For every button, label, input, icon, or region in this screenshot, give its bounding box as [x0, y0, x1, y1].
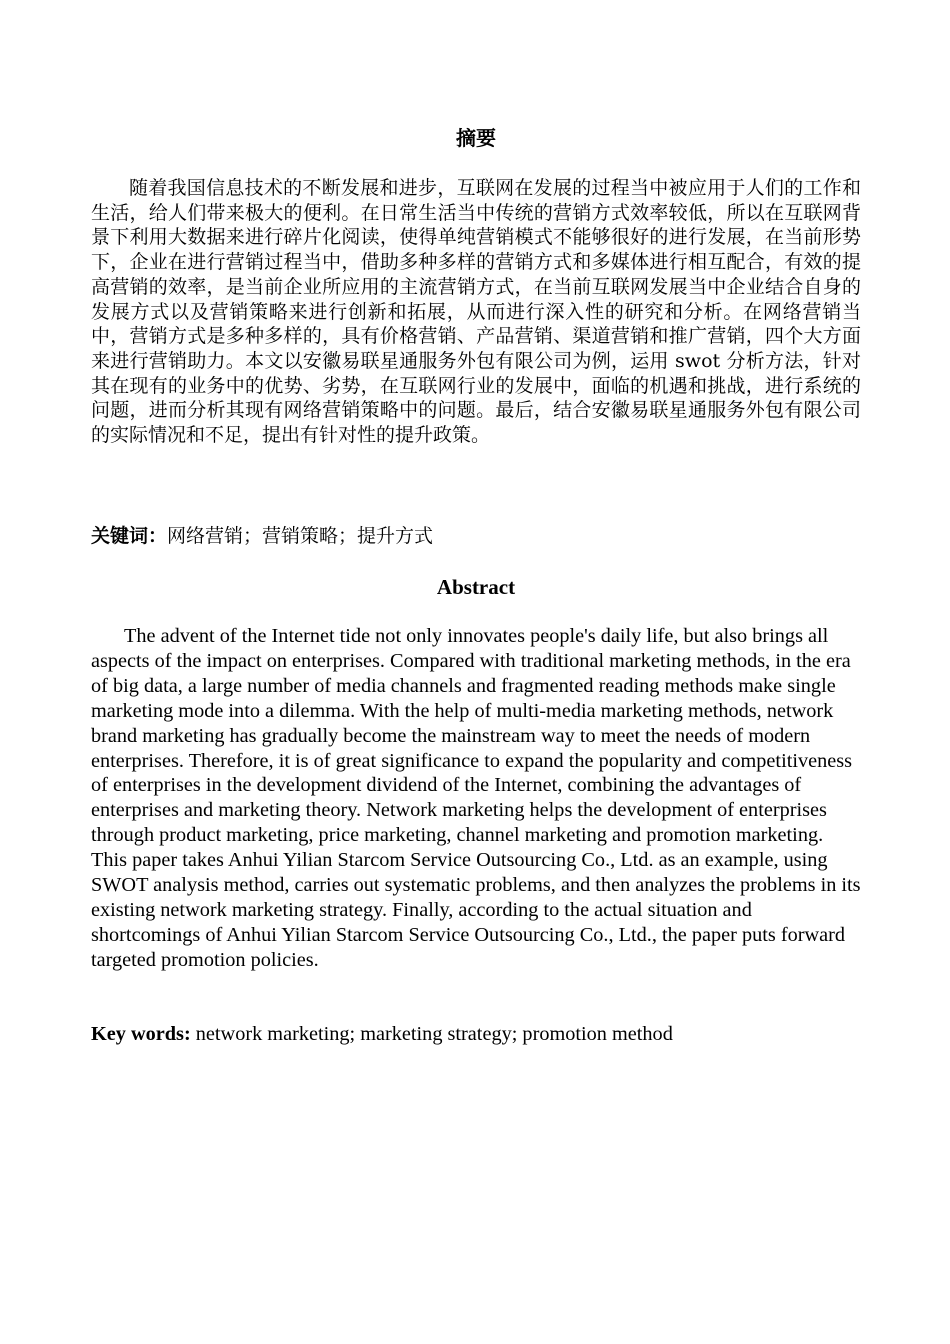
- english-keywords-value: network marketing; marketing strategy; promotion method: [190, 1023, 673, 1045]
- chinese-keywords-value: 网络营销；营销策略；提升方式: [167, 525, 434, 547]
- chinese-keywords-label: 关键词：: [91, 525, 168, 547]
- english-abstract-title: Abstract: [436, 575, 516, 599]
- english-keywords-label: Key words:: [91, 1023, 191, 1045]
- chinese-abstract-title: 摘要: [456, 126, 496, 150]
- english-keywords-line: [91, 1021, 861, 1047]
- english-abstract-body: The advent of the Internet tide not only innovates people's daily life, but also brings all aspects of the impact on enterprises. Compared with traditional marketing methods, in the era of big data, a large number of media channels and fragmented reading methods make single marketing mode into a dilemma. With the help of multi-media marketing methods, network brand marketing has gradually become the mainstream way to meet the needs of modern enterprises. Therefore, it is of great significance to expand the popularity and competitiveness of enterprises in the development dividend of the Internet, combining the advantages of enterprises and marketing theory. Network marketing helps the development of enterprises through product marketing, price marketing, channel marketing and promotion marketing. This paper takes Anhui Yilian Starcom Service Outsourcing Co., Ltd. as an example, using SWOT analysis method, carries out systematic problems, and then analyzes the problems in its existing network marketing strategy. Finally, according to the actual situation and shortcomings of Anhui Yilian Starcom Service Outsourcing Co., Ltd., the paper puts forward targeted promotion policies.: [91, 625, 861, 971]
- chinese-keywords-line: [91, 523, 861, 549]
- chinese-abstract-body: 随着我国信息技术的不断发展和进步，互联网在发展的过程当中被应用于人们的工作和生活，给人们带来极大的便利。在日常生活当中传统的营销方式效率较低，所以在互联网背景下利用大数据来进行碎片化阅读，使得单纯营销模式不能够很好的进行发展，在当前形势下，企业在进行营销过程当中，借助多种多样的营销方式和多媒体进行相互配合，有效的提高营销的效率，是当前企业所应用的主流营销方式，在当前互联网发展当中企业结合自身的发展方式以及营销策略来进行创新和拓展，从而进行深入性的研究和分析。在网络营销当中，营销方式是多种多样的，具有价格营销、产品营销、渠道营销和推广营销，四个大方面来进行营销助力。本文以安徽易联星通服务外包有限公司为例，运用 swot 分析方法，针对其在现有的业务中的优势、劣势，在互联网行业的发展中，面临的机遇和挑战，进行系统的问题，进而分析其现有网络营销策略中的问题。最后，结合安徽易联星通服务外包有限公司的实际情况和不足，提出有针对性的提升政策。: [91, 177, 861, 447]
